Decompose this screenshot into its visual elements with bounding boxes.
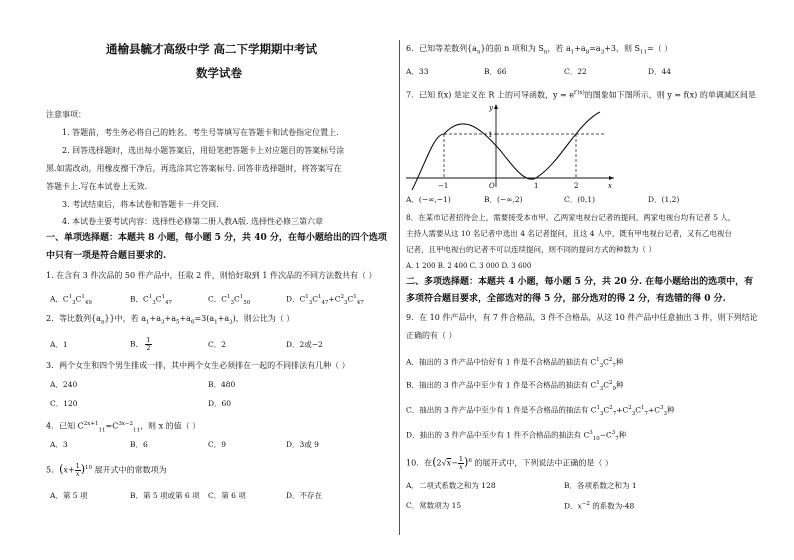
q7-option-d: D．(1,2) (648, 195, 680, 204)
q2-option-d: D．2或−2 (286, 340, 323, 349)
graph-x-label: x (608, 182, 612, 190)
section1-heading-a: 一、单项选择题：本题共 8 小题，每小题 5 分，共 40 分，在每小题给出的四个选项 (46, 233, 387, 243)
q5-option-a: A．第 5 项 (50, 491, 88, 500)
exam-subtitle: 数学试卷 (196, 66, 242, 80)
q9-stem-a: 9．在 10 件产品中，有 7 件合格品，3 件不合格品，从这 10 件产品中任意抽出 3 件，则下列结论 (406, 313, 758, 322)
q7-graph (404, 102, 619, 190)
q6-stem: 6．已知等差数列$\{a_n\}$的前 n 项和为 $S_n$，若 $a_1+a_8=a_3+3$，则 $S_{11}=$（ ） (406, 44, 673, 56)
q10-option-c: C．常数项为 15 (406, 501, 462, 510)
section2-heading-a: 二、多项选择题：本题共 4 小题，每小题 5 分，共 20 分. 在每小题给出的选项中，有 (406, 277, 754, 287)
q7-option-a: A．(−∞,−1) (406, 195, 451, 204)
q7-stem: 7．已知 f(x) 是定义在 R 上的可导函数，$y = e^{f'(x)}$的图象如下图所示，则 y = f(x) 的单调减区间是 (406, 90, 756, 100)
graph-y-arrow (494, 104, 498, 109)
q4-option-d: D．3或 9 (286, 440, 319, 449)
q1-option-a: A．$C^1_3C^1_{49}$ (50, 294, 92, 306)
section2-heading-b: 多项符合题目要求，全部选对的得 5 分，部分选对的得 2 分，有选错的得 0 分. (406, 294, 726, 304)
q2-option-a: A．1 (50, 340, 68, 349)
notes-heading: 注意事项： (46, 110, 86, 119)
graph-x-tick-1: 1 (534, 182, 539, 190)
q9-stem-b: 正确的有（ ） (406, 331, 457, 340)
q10-option-b: B．各项系数之和为 1 (564, 481, 637, 490)
q9-option-a: A．抽出的 3 件产品中恰好有 1 件是不合格品的抽法有 $C^1_3C^2_7$种 (406, 357, 624, 369)
q6-option-d: D．44 (648, 67, 672, 76)
q5-option-c: C．第 6 项 (208, 491, 246, 500)
q4-option-a: A．3 (50, 440, 68, 449)
q1-option-c: C．$C^1_3C^1_{50}$ (208, 294, 251, 306)
q1-option-d: D．$C^1_3C^1_{47}+C^2_3C^1_{47}$ (286, 294, 364, 306)
q9-option-b: B．抽出的 3 件产品中至少有 1 件是不合格品的抽法有 $C^1_3C^2_9$种 (406, 380, 624, 392)
q1-stem: 1. 在含有 3 件次品的 50 件产品中，任取 2 件，则恰好取到 1 件次品的不同方法数共有（ ） (46, 271, 377, 280)
note-2a: 2. 回答选择题时，选出每小题答案后，用铅笔把答题卡上对应题目的答案标号涂 (62, 146, 345, 155)
q3-stem: 3．两个女生和四个男生排成一排，其中两个女生必须排在一起的不同排法有几种（ ） (46, 361, 350, 370)
graph-y-label: y (489, 104, 493, 112)
q4-stem: 4．已知 $C^{2x+1}_{11}=C^{3x-2}_{11}$，则 x 的值（ ） (46, 421, 201, 434)
q7-option-b: B．(−∞,2) (484, 195, 523, 204)
note-1: 1. 答题前，考生务必将自己的姓名、考生号等填写在答题卡和试卷指定位置上. (62, 128, 339, 137)
q3-option-b: B．480 (208, 380, 236, 389)
q5-stem: 5．(x+ $\frac{1}{x}$ )$^{10}$ 展开式中的常数项为 (46, 462, 167, 479)
q4-option-b: B．6 (130, 440, 148, 449)
q9-option-d: D．抽出的 3 件产品中至少有 1 件不合格品的抽法有 $C^3_{10}-C^3_7$种 (406, 430, 627, 442)
q5-option-b: B．第 5 项或第 6 项 (130, 491, 200, 500)
q4-option-c: C．9 (208, 440, 227, 449)
q8-stem-b: 主持人需要从这 10 名记者中选出 4 名记者提问，且这 4 人中，既有甲电视台记者，又有乙电视台 (406, 229, 732, 238)
note-2b: 黑.如需改动，用橡皮擦干净后，再选涂其它答案标号. 回答非选择题时，将答案写在 (46, 164, 342, 173)
q10-stem: 10．在(2√x− $\frac{1}{x}$ )$^6$ 的展开式中，下列说法中正确的是（ ） (406, 455, 613, 472)
q3-option-d: D．60 (208, 399, 232, 408)
q8-stem-c: 记者，且甲电视台的记者不可以连续提问，则不同的提问方式的种数为（ ） (406, 245, 656, 254)
note-2c: 答题卡上.写在本试卷上无效. (46, 182, 148, 191)
q9-option-c: C．抽出的 3 件产品中至少有 1 件是不合格品的抽法有 $C^1_3C^2_7+C^2_3C^1_7+C^3_3$种 (406, 405, 675, 417)
q10-option-d: D．$x^{-2}$ 的系数为-48 (564, 501, 635, 511)
q8-options: A. 1 200 B. 2 400 C. 3 000 D. 3 600 (406, 262, 532, 270)
q8-stem-a: 8．在某市记者招待会上，需要接受本市甲、乙两家电视台记者的提问，两家电视台均有记者 5 人， (406, 213, 736, 222)
q2-option-b: B． $\frac{1}{2}$ (130, 336, 151, 352)
q10-option-a: A．二项式系数之和为 128 (406, 481, 496, 490)
q6-option-a: A．33 (406, 67, 429, 76)
graph-origin-label: O (489, 182, 495, 190)
q5-option-d: D．不存在 (286, 491, 323, 500)
q7-option-c: C．(0,1) (564, 195, 596, 204)
note-4: 4. 本试卷主要考试内容：选择性必修第二册人教A版. 选择性必修三第六章 (62, 217, 324, 226)
q1-option-b: B．$C^1_3C^1_{47}$ (130, 294, 172, 306)
graph-y-tick-1: 1 (488, 131, 493, 139)
column-divider (399, 40, 400, 535)
q6-option-b: B．66 (484, 67, 507, 76)
q2-stem: 2．等比数列$\{a_n\}$}中，若 $a_1+a_3+a_5+a_6=3(a_1+a_3)$，则公比为（ ） (46, 314, 295, 326)
q3-option-c: C．120 (50, 399, 78, 408)
q2-option-c: C．2 (208, 340, 227, 349)
q6-option-c: C．22 (564, 67, 587, 76)
graph-x-tick-neg1: −1 (438, 182, 449, 190)
exam-title: 通榆县毓才高级中学 高二下学期期中考试 (106, 42, 318, 56)
note-3: 3. 考试结束后，将本试卷和答题卡一并交回. (62, 200, 219, 209)
section1-heading-b: 中只有一项是符合题目要求的. (46, 251, 167, 261)
graph-x-arrow (609, 176, 614, 180)
graph-x-tick-2: 2 (574, 182, 579, 190)
q3-option-a: A．240 (50, 380, 78, 389)
